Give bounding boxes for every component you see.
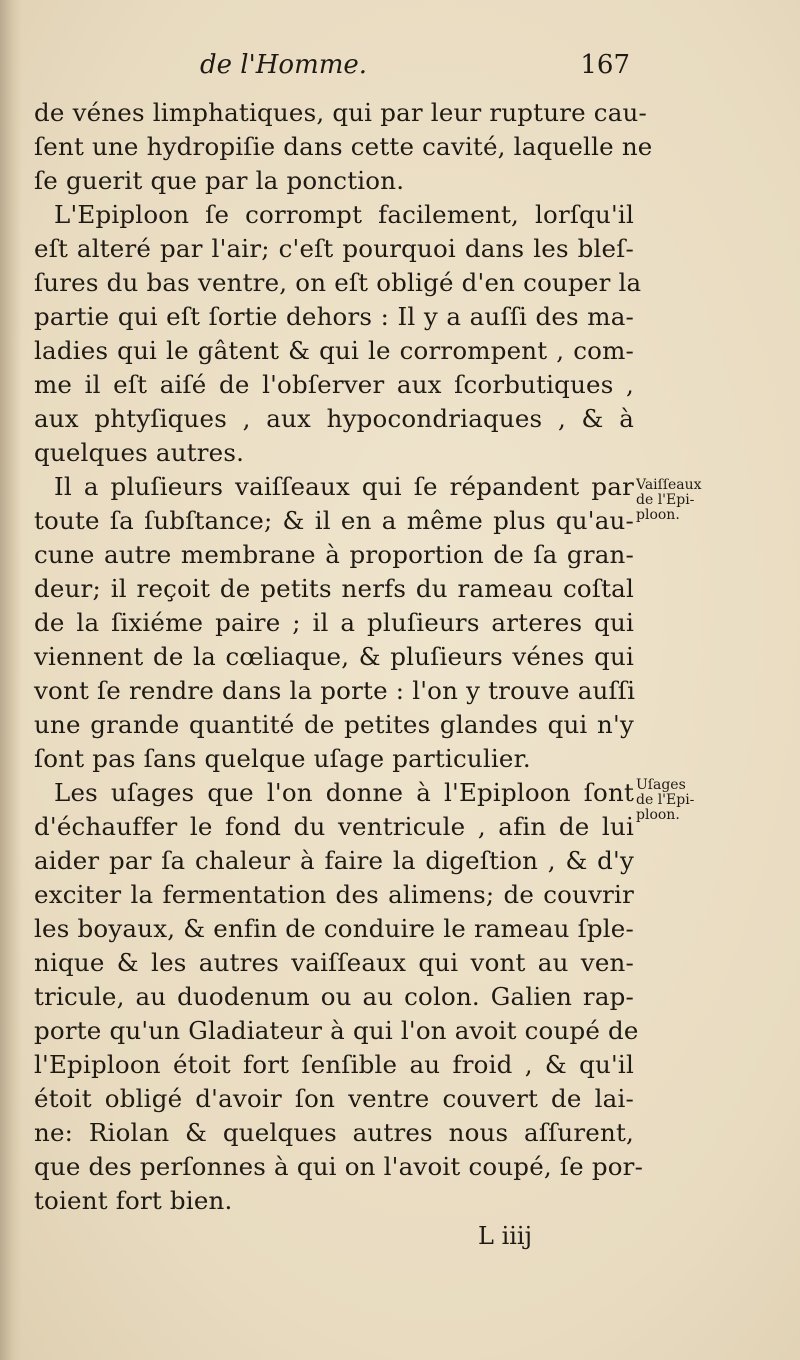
text-line: de vénes limphatiques, qui par leur rupture cau- bbox=[34, 98, 647, 127]
text-line: me il eſt aiſé de l'obſerver aux ſcorbutiques , bbox=[34, 370, 634, 399]
text-line: partie qui eſt ſortie dehors : Il y a auſſi des ma- bbox=[34, 302, 634, 331]
body-text bbox=[34, 96, 653, 1218]
text-line: étoit obligé d'avoir ſon ventre couvert de lai- bbox=[34, 1084, 634, 1113]
text-line: que des perſonnes à qui on l'avoit coupé, ſe por- bbox=[34, 1152, 644, 1181]
margin-note-line: Uſages bbox=[636, 777, 686, 793]
text-line: Il a pluſieurs vaiſſeaux qui ſe répandent par bbox=[54, 472, 634, 501]
text-line: l'Epiploon étoit fort ſenſible au froid , & qu'il bbox=[34, 1050, 634, 1079]
page-number: 167 bbox=[580, 50, 630, 80]
text-line: toute ſa ſubſtance; & il en a même plus qu'au- bbox=[34, 506, 634, 535]
margin-note-line: de l'Epi- bbox=[636, 492, 695, 508]
text-line: ne: Riolan & quelques autres nous aſſurent, bbox=[34, 1118, 634, 1147]
margin-note-uses bbox=[636, 778, 746, 823]
margin-note-line: de l'Epi- bbox=[636, 792, 695, 808]
text-line: tricule, au duodenum ou au colon. Galien rap- bbox=[34, 982, 634, 1011]
text-line: L'Epiploon ſe corrompt facilement, lorſqu'il bbox=[54, 200, 634, 229]
text-line: ſe guerit que par la ponction. bbox=[34, 166, 405, 195]
text-line: ſent une hydropiſie dans cette cavité, laquelle ne bbox=[34, 132, 653, 161]
page-binding-shadow bbox=[0, 0, 22, 1360]
text-line: nique & les autres vaiſſeaux qui vont au ven- bbox=[34, 948, 634, 977]
text-line: Les uſages que l'on donne à l'Epiploon ſont bbox=[54, 778, 634, 807]
signature-mark: L iiij bbox=[478, 1222, 533, 1250]
text-line: ſures du bas ventre, on eſt obligé d'en couper la bbox=[34, 268, 642, 297]
margin-note-line: ploon. bbox=[636, 507, 680, 523]
text-line: aux phtyſiques , aux hypocondriaques , & à bbox=[34, 404, 634, 433]
text-line: aider par ſa chaleur à faire la digeſtion , & d'y bbox=[34, 846, 634, 875]
text-line: porte qu'un Gladiateur à qui l'on avoit coupé de bbox=[34, 1016, 639, 1045]
text-line: les boyaux, & enfin de conduire le rameau ſple- bbox=[34, 914, 634, 943]
page-header bbox=[200, 50, 630, 90]
text-line: eſt alteré par l'air; c'eſt pourquoi dans les bleſ- bbox=[34, 234, 634, 263]
text-line: ſont pas ſans quelque uſage particulier. bbox=[34, 744, 531, 773]
text-line: d'échauffer le fond du ventricule , afin de lui bbox=[34, 812, 634, 841]
text-line: viennent de la cœliaque, & pluſieurs vénes qui bbox=[34, 642, 634, 671]
text-line: de la ſixiéme paire ; il a pluſieurs arteres qui bbox=[34, 608, 634, 637]
text-line: une grande quantité de petites glandes qui n'y bbox=[34, 710, 634, 739]
running-head: de l'Homme. bbox=[200, 50, 368, 80]
margin-note-line: ploon. bbox=[636, 807, 680, 823]
text-line: deur; il reçoit de petits nerfs du rameau coſtal bbox=[34, 574, 634, 603]
margin-note-vessels bbox=[636, 478, 746, 523]
text-line: vont ſe rendre dans la porte : l'on y trouve auſſi bbox=[34, 676, 636, 705]
text-line: quelques autres. bbox=[34, 438, 245, 467]
text-line: ladies qui le gâtent & qui le corrompent , com- bbox=[34, 336, 634, 365]
text-line: toient fort bien. bbox=[34, 1186, 233, 1215]
text-line: exciter la fermentation des alimens; de couvrir bbox=[34, 880, 634, 909]
margin-note-line: Vaiſſeaux bbox=[636, 477, 702, 493]
text-line: cune autre membrane à proportion de ſa gran- bbox=[34, 540, 634, 569]
